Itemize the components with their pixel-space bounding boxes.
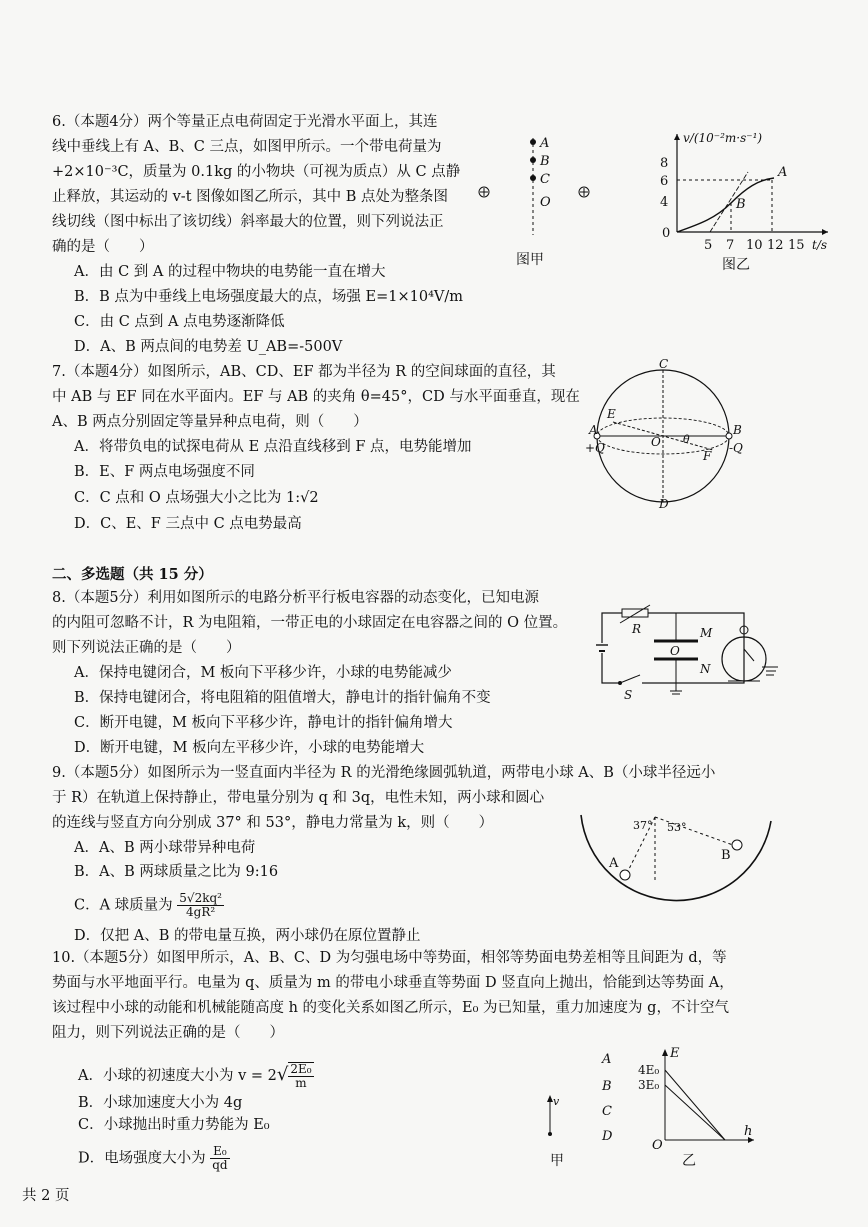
q10-jia-caption: 甲 xyxy=(550,1153,564,1169)
q7-line-1: 7.（本题4分）如图所示，AB、CD、EF 都为半径为 R 的空间球面的直径，其 xyxy=(52,364,556,380)
q10-option-d-label: D．电场强度大小为 xyxy=(78,1150,206,1167)
q10-yi-tick-3e0: 3E₀ xyxy=(638,1078,660,1092)
q7-label-plus-q: +Q xyxy=(585,441,605,455)
q10-yi-origin: O xyxy=(652,1138,663,1153)
q7-label-theta: θ xyxy=(683,433,690,446)
q10-yi-caption: 乙 xyxy=(682,1153,696,1169)
q8-option-d: D．断开电键，M 板向左平移少许，小球的电势能增大 xyxy=(74,740,425,756)
q10-option-a-fraction xyxy=(288,1062,313,1090)
q7-line-2: 中 AB 与 EF 同在水平面内。EF 与 AB 的夹角 θ=45°，CD 与水平面垂直，现在 xyxy=(52,389,580,405)
q10-option-a-numerator: 2E₀ xyxy=(290,1062,312,1076)
q9-angle-37: 37° xyxy=(633,819,653,832)
q10-line-3: 该过程中小球的动能和机械能随高度 h 的变化关系如图乙所示，E₀ 为已知量，重力加速度为 g，不计空气 xyxy=(52,1000,729,1016)
q6-yi-xlabel: t/s xyxy=(812,238,828,252)
q6-yi-xtick-12: 12 xyxy=(767,238,784,253)
q10-jia-level-d: D xyxy=(602,1129,613,1144)
electroscope-icon xyxy=(722,613,778,681)
q7-sphere-figure xyxy=(585,357,745,511)
positive-charge-icon xyxy=(579,187,589,197)
q9-option-b: B．A、B 两球质量之比为 9:16 xyxy=(74,864,279,880)
q9-angle-53: 53° xyxy=(667,821,687,834)
q9-option-c xyxy=(74,892,224,919)
q6-jia-caption: 图甲 xyxy=(516,252,544,268)
q9-label-b: B xyxy=(721,848,731,863)
q6-figure-yi xyxy=(650,128,840,273)
q8-line-2: 的内阻可忽略不计，R 为电阻箱，一带正电的小球固定在电容器之间的 O 位置。 xyxy=(52,615,568,631)
q10-option-a-denominator: m xyxy=(295,1076,307,1090)
q8-option-c: C．断开电键，M 板向下平移少许，静电计的指针偏角增大 xyxy=(74,715,453,731)
q6-yi-ytick-4: 4 xyxy=(660,195,669,210)
q6-yi-ytick-8: 8 xyxy=(660,156,669,171)
q7-option-a: A．将带负电的试探电荷从 E 点沿直线移到 F 点，电势能增加 xyxy=(74,439,472,455)
q6-yi-ytick-6: 6 xyxy=(660,174,669,189)
q6-yi-point-b: B xyxy=(736,197,746,212)
q7-label-a: A xyxy=(589,423,598,437)
page-count-footer: 共 2 页 xyxy=(22,1188,70,1204)
q6-yi-xtick-15: 15 xyxy=(788,238,805,253)
q7-label-e: E xyxy=(607,407,616,421)
q7-option-d: D．C、E、F 三点中 C 点电势最高 xyxy=(74,516,302,532)
q8-label-s: S xyxy=(624,688,633,702)
q10-option-a: A．小球的初速度大小为 v = 2√ $\frac{\text{2E₀}}{m}$ xyxy=(78,1062,312,1090)
q6-option-b: B．B 点为中垂线上电场强度最大的点，场强 E=1×10⁴V/m xyxy=(74,289,464,305)
q7-label-minus-q: -Q xyxy=(729,441,743,455)
q6-line-4: 止释放，其运动的 v-t 图像如图乙所示，其中 B 点处为整条图 xyxy=(52,189,449,205)
q7-label-c: C xyxy=(659,357,669,371)
q10-yi-e: E xyxy=(670,1046,680,1061)
q6-option-a: A．由 C 到 A 的过程中物块的电势能一直在增大 xyxy=(74,264,386,280)
q6-yi-ylabel: v/(10⁻²m·s⁻¹) xyxy=(683,131,763,145)
q8-circuit-figure xyxy=(590,605,790,705)
q9-line-2: 于 R）在轨道上保持静止，带电量分别为 q 和 3q，电性未知，两小球和圆心 xyxy=(52,790,545,806)
positive-charge-icon xyxy=(479,187,489,197)
q10-option-b: B．小球加速度大小为 4g xyxy=(78,1095,243,1111)
q6-line-5: 线切线（图中标出了该切线）斜率最大的位置，则下列说法正 xyxy=(52,214,444,230)
q6-yi-origin: 0 xyxy=(662,226,671,241)
q10-figure-yi xyxy=(630,1045,760,1170)
q6-jia-label-b: B xyxy=(540,154,550,169)
q6-figure-jia xyxy=(470,120,620,270)
q6-line-6: 确的是（ ） xyxy=(52,239,154,255)
q9-line-1: 9.（本题5分）如图所示为一竖直面内半径为 R 的光滑绝缘圆弧轨道，两带电小球 A、B（小球半径远小 xyxy=(52,765,716,781)
q10-option-d-denominator: qd xyxy=(212,1158,228,1172)
q8-label-m: M xyxy=(700,626,713,640)
q7-line-3: A、B 两点分别固定等量异种点电荷，则（ ） xyxy=(52,414,368,430)
q7-label-o: O xyxy=(651,435,661,449)
q10-line-2: 势面与水平地面平行。电量为 q、质量为 m 的带电小球垂直等势面 D 竖直向上抛出，恰能到达等势面 A， xyxy=(52,975,734,991)
q6-yi-caption: 图乙 xyxy=(722,257,750,273)
q6-yi-point-a: A xyxy=(778,165,788,180)
q7-label-b: B xyxy=(733,423,742,437)
q8-option-b: B．保持电键闭合，将电阻箱的阻值增大，静电计的指针偏角不变 xyxy=(74,690,491,706)
q6-jia-label-c: C xyxy=(540,172,550,187)
q10-option-a-label: A．小球的初速度大小为 v = 2 xyxy=(78,1068,277,1084)
q10-line-4: 阻力，则下列说法正确的是（ ） xyxy=(52,1025,284,1041)
q9-option-d: D．仅把 A、B 的带电量互换，两小球仍在原位置静止 xyxy=(74,928,421,944)
q9-label-a: A xyxy=(609,856,619,871)
q10-jia-v: v xyxy=(553,1095,560,1108)
q8-label-o: O xyxy=(670,644,680,658)
q8-label-r: R xyxy=(632,622,642,636)
q10-figure-jia xyxy=(530,1045,630,1170)
q10-line-1: 10.（本题5分）如图甲所示，A、B、C、D 为匀强电场中等势面，相邻等势面电势差相等且间距为 d，等 xyxy=(52,950,727,966)
q10-option-c: C．小球抛出时重力势能为 E₀ xyxy=(78,1117,270,1133)
q6-option-d: D．A、B 两点间的电势差 U_AB=-500V xyxy=(74,339,343,355)
q10-yi-tick-4e0: 4E₀ xyxy=(638,1063,660,1077)
q10-option-d xyxy=(78,1145,230,1172)
q9-track-figure xyxy=(575,805,775,895)
q10-option-d-numerator: E₀ xyxy=(210,1145,229,1159)
q6-yi-xtick-5: 5 xyxy=(704,238,713,253)
q8-line-1: 8.（本题5分）利用如图所示的电路分析平行板电容器的动态变化，已知电源 xyxy=(52,590,540,606)
q6-line-3: +2×10⁻³C，质量为 0.1kg 的小物块（可视为质点）从 C 点静 xyxy=(52,164,461,180)
q7-label-d: D xyxy=(659,497,669,511)
q6-option-c: C．由 C 点到 A 点电势逐渐降低 xyxy=(74,314,285,330)
q9-line-3: 的连线与竖直方向分别成 37° 和 53°，静电力常量为 k，则（ ） xyxy=(52,815,494,831)
q10-jia-level-c: C xyxy=(602,1104,612,1119)
q8-option-a: A．保持电键闭合，M 板向下平移少许，小球的电势能减少 xyxy=(74,665,452,681)
q6-line-1: 6.（本题4分）两个等量正点电荷固定于光滑水平面上，其连 xyxy=(52,114,438,130)
q6-yi-xtick-10: 10 xyxy=(746,238,763,253)
q7-option-b: B．E、F 两点电场强度不同 xyxy=(74,464,255,480)
q9-option-c-label: C．A 球质量为 xyxy=(74,897,173,914)
q9-option-c-fraction xyxy=(177,892,224,919)
q6-line-2: 线中垂线上有 A、B、C 三点，如图甲所示。一个带电荷量为 xyxy=(52,139,442,155)
q10-option-d-fraction xyxy=(210,1145,229,1172)
section-title-multi-choice: 二、多选题（共 15 分） xyxy=(52,566,213,583)
q6-jia-label-a: A xyxy=(540,136,550,151)
q6-yi-xtick-7: 7 xyxy=(726,238,735,253)
q10-yi-h: h xyxy=(744,1124,753,1139)
q6-jia-label-o: O xyxy=(540,195,551,210)
q9-option-c-numerator: 5√2kq² xyxy=(179,891,222,905)
q8-label-n: N xyxy=(700,662,711,676)
q9-option-a: A．A、B 两小球带异种电荷 xyxy=(74,840,256,856)
q7-label-f: F xyxy=(703,449,712,463)
q10-jia-level-a: A xyxy=(602,1052,612,1067)
q9-option-c-denominator: 4gR² xyxy=(186,905,216,919)
q7-option-c: C．C 点和 O 点场强大小之比为 1:√2 xyxy=(74,490,319,506)
q10-jia-level-b: B xyxy=(602,1079,612,1094)
q8-line-3: 则下列说法正确的是（ ） xyxy=(52,640,241,656)
